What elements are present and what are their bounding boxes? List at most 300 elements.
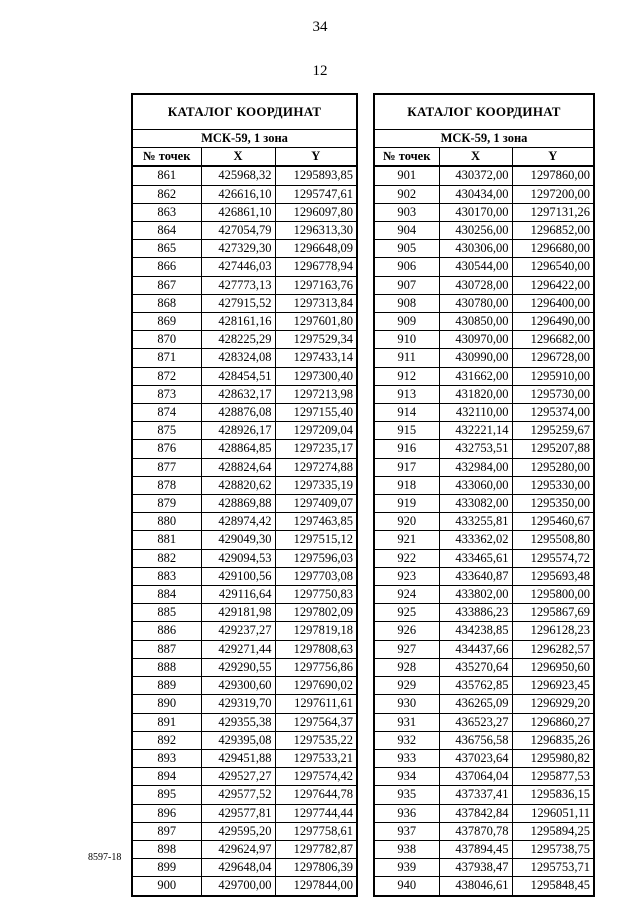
- table-row: [374, 567, 594, 585]
- point-number-cell: 912: [374, 367, 439, 385]
- point-number-cell: 865: [132, 240, 201, 258]
- x-coordinate-cell: 437938,47: [439, 859, 512, 877]
- point-number-cell: 862: [132, 185, 201, 203]
- coordinate-system-zone: МСК-59, 1 зона: [374, 130, 594, 148]
- x-coordinate-cell: 437870,78: [439, 822, 512, 840]
- x-coordinate-cell: 428926,17: [201, 422, 275, 440]
- y-coordinate-cell: 1297209,04: [275, 422, 357, 440]
- x-coordinate-cell: 429319,70: [201, 695, 275, 713]
- table-body: [374, 166, 594, 895]
- y-coordinate-cell: 1297515,12: [275, 531, 357, 549]
- point-number-cell: 873: [132, 385, 201, 403]
- y-coordinate-cell: 1297433,14: [275, 349, 357, 367]
- table-row: [374, 804, 594, 822]
- x-coordinate-cell: 430990,00: [439, 349, 512, 367]
- x-coordinate-cell: 427773,13: [201, 276, 275, 294]
- coordinate-catalog-table-right: [373, 93, 595, 897]
- table-row: [374, 695, 594, 713]
- y-coordinate-cell: 1295350,00: [512, 495, 594, 513]
- point-number-cell: 910: [374, 331, 439, 349]
- x-coordinate-cell: 432221,14: [439, 422, 512, 440]
- sheet-number: 12: [312, 63, 328, 79]
- x-coordinate-cell: 427915,52: [201, 294, 275, 312]
- y-coordinate-cell: 1295910,00: [512, 367, 594, 385]
- table-row: [132, 822, 357, 840]
- table-body: [132, 166, 357, 895]
- point-number-cell: 903: [374, 203, 439, 221]
- x-coordinate-cell: 433082,00: [439, 495, 512, 513]
- table-row: [374, 331, 594, 349]
- x-coordinate-cell: 429181,98: [201, 604, 275, 622]
- point-number-cell: 899: [132, 859, 201, 877]
- point-number-cell: 919: [374, 495, 439, 513]
- point-number-cell: 875: [132, 422, 201, 440]
- table-row: [132, 731, 357, 749]
- table-row: [374, 385, 594, 403]
- x-coordinate-cell: 437842,84: [439, 804, 512, 822]
- point-number-cell: 892: [132, 731, 201, 749]
- y-coordinate-cell: 1296313,30: [275, 222, 357, 240]
- y-coordinate-cell: 1296950,60: [512, 658, 594, 676]
- y-coordinate-cell: 1297802,09: [275, 604, 357, 622]
- x-coordinate-cell: 432110,00: [439, 404, 512, 422]
- table-row: [132, 422, 357, 440]
- point-number-cell: 920: [374, 513, 439, 531]
- y-coordinate-cell: 1295374,00: [512, 404, 594, 422]
- point-number-cell: 887: [132, 640, 201, 658]
- x-coordinate-cell: 429290,55: [201, 658, 275, 676]
- y-coordinate-cell: 1295867,69: [512, 604, 594, 622]
- point-number-cell: 939: [374, 859, 439, 877]
- x-coordinate-cell: 437023,64: [439, 749, 512, 767]
- y-coordinate-cell: 1295574,72: [512, 549, 594, 567]
- point-number-cell: 925: [374, 604, 439, 622]
- x-coordinate-cell: 430850,00: [439, 313, 512, 331]
- x-coordinate-cell: 428864,85: [201, 440, 275, 458]
- table-row: [374, 640, 594, 658]
- point-number-cell: 918: [374, 476, 439, 494]
- y-coordinate-cell: 1295848,45: [512, 877, 594, 896]
- y-coordinate-cell: 1295877,53: [512, 768, 594, 786]
- point-number-cell: 906: [374, 258, 439, 276]
- table-row: [374, 313, 594, 331]
- y-coordinate-cell: 1297533,21: [275, 749, 357, 767]
- point-number-cell: 901: [374, 166, 439, 185]
- table-row: [132, 185, 357, 203]
- catalog-title: КАТАЛОГ КООРДИНАТ: [374, 94, 594, 130]
- point-number-cell: 876: [132, 440, 201, 458]
- table-row: [132, 877, 357, 896]
- table-row: [132, 476, 357, 494]
- y-coordinate-cell: 1297131,26: [512, 203, 594, 221]
- y-coordinate-cell: 1296728,00: [512, 349, 594, 367]
- x-coordinate-cell: 427446,03: [201, 258, 275, 276]
- table-row: [132, 658, 357, 676]
- point-number-cell: 904: [374, 222, 439, 240]
- table-row: [132, 276, 357, 294]
- table-row: [374, 658, 594, 676]
- y-coordinate-cell: 1297274,88: [275, 458, 357, 476]
- point-number-cell: 916: [374, 440, 439, 458]
- y-coordinate-cell: 1297819,18: [275, 622, 357, 640]
- table-row: [374, 276, 594, 294]
- table-row: [374, 185, 594, 203]
- y-coordinate-cell: 1297335,19: [275, 476, 357, 494]
- point-number-cell: 915: [374, 422, 439, 440]
- column-header-y: Y: [275, 148, 357, 167]
- y-coordinate-cell: 1297860,00: [512, 166, 594, 185]
- table-row: [374, 349, 594, 367]
- table-row: [374, 549, 594, 567]
- document-code: 8597-18: [88, 852, 122, 863]
- point-number-cell: 921: [374, 531, 439, 549]
- x-coordinate-cell: 433362,02: [439, 531, 512, 549]
- y-coordinate-cell: 1296097,80: [275, 203, 357, 221]
- x-coordinate-cell: 429595,20: [201, 822, 275, 840]
- table-row: [374, 476, 594, 494]
- point-number-cell: 902: [374, 185, 439, 203]
- table-row: [132, 549, 357, 567]
- y-coordinate-cell: 1295800,00: [512, 586, 594, 604]
- point-number-cell: 886: [132, 622, 201, 640]
- point-number-cell: 938: [374, 840, 439, 858]
- x-coordinate-cell: 428324,08: [201, 349, 275, 367]
- table-row: [132, 294, 357, 312]
- point-number-cell: 884: [132, 586, 201, 604]
- table-row: [132, 349, 357, 367]
- point-number-cell: 896: [132, 804, 201, 822]
- table-row: [132, 786, 357, 804]
- y-coordinate-cell: 1297844,00: [275, 877, 357, 896]
- table-row: [132, 567, 357, 585]
- y-coordinate-cell: 1297535,22: [275, 731, 357, 749]
- y-coordinate-cell: 1295693,48: [512, 567, 594, 585]
- point-number-cell: 864: [132, 222, 201, 240]
- table-row: [132, 531, 357, 549]
- catalog-title: КАТАЛОГ КООРДИНАТ: [132, 94, 357, 130]
- y-coordinate-cell: 1296540,00: [512, 258, 594, 276]
- x-coordinate-cell: 426861,10: [201, 203, 275, 221]
- x-coordinate-cell: 430970,00: [439, 331, 512, 349]
- y-coordinate-cell: 1295894,25: [512, 822, 594, 840]
- table-row: [132, 804, 357, 822]
- x-coordinate-cell: 429451,88: [201, 749, 275, 767]
- y-coordinate-cell: 1296490,00: [512, 313, 594, 331]
- x-coordinate-cell: 427329,30: [201, 240, 275, 258]
- table-row: [132, 404, 357, 422]
- y-coordinate-cell: 1295280,00: [512, 458, 594, 476]
- y-coordinate-cell: 1297200,00: [512, 185, 594, 203]
- point-number-cell: 913: [374, 385, 439, 403]
- point-number-cell: 922: [374, 549, 439, 567]
- table-row: [374, 240, 594, 258]
- x-coordinate-cell: 433886,23: [439, 604, 512, 622]
- x-coordinate-cell: 436265,09: [439, 695, 512, 713]
- point-number-cell: 870: [132, 331, 201, 349]
- y-coordinate-cell: 1296128,23: [512, 622, 594, 640]
- x-coordinate-cell: 429049,30: [201, 531, 275, 549]
- table-row: [132, 313, 357, 331]
- x-coordinate-cell: 429100,56: [201, 567, 275, 585]
- x-coordinate-cell: 434238,85: [439, 622, 512, 640]
- y-coordinate-cell: 1297409,07: [275, 495, 357, 513]
- y-coordinate-cell: 1297750,83: [275, 586, 357, 604]
- x-coordinate-cell: 430372,00: [439, 166, 512, 185]
- point-number-cell: 905: [374, 240, 439, 258]
- x-coordinate-cell: 429271,44: [201, 640, 275, 658]
- point-number-cell: 881: [132, 531, 201, 549]
- table-row: [132, 604, 357, 622]
- y-coordinate-cell: 1297611,61: [275, 695, 357, 713]
- x-coordinate-cell: 428869,88: [201, 495, 275, 513]
- y-coordinate-cell: 1296929,20: [512, 695, 594, 713]
- x-coordinate-cell: 428632,17: [201, 385, 275, 403]
- y-coordinate-cell: 1297808,63: [275, 640, 357, 658]
- x-coordinate-cell: 429094,53: [201, 549, 275, 567]
- x-coordinate-cell: 436756,58: [439, 731, 512, 749]
- x-coordinate-cell: 428876,08: [201, 404, 275, 422]
- y-coordinate-cell: 1296835,26: [512, 731, 594, 749]
- point-number-cell: 926: [374, 622, 439, 640]
- y-coordinate-cell: 1295836,15: [512, 786, 594, 804]
- x-coordinate-cell: 429237,27: [201, 622, 275, 640]
- point-number-cell: 934: [374, 768, 439, 786]
- table-row: [374, 458, 594, 476]
- coordinate-system-zone: МСК-59, 1 зона: [132, 130, 357, 148]
- x-coordinate-cell: 430306,00: [439, 240, 512, 258]
- y-coordinate-cell: 1295747,61: [275, 185, 357, 203]
- x-coordinate-cell: 429300,60: [201, 677, 275, 695]
- y-coordinate-cell: 1297300,40: [275, 367, 357, 385]
- y-coordinate-cell: 1296051,11: [512, 804, 594, 822]
- table-row: [132, 240, 357, 258]
- point-number-cell: 861: [132, 166, 201, 185]
- table-row: [132, 859, 357, 877]
- column-header-point-number: № точек: [374, 148, 439, 167]
- y-coordinate-cell: 1297155,40: [275, 404, 357, 422]
- x-coordinate-cell: 428225,29: [201, 331, 275, 349]
- x-coordinate-cell: 433060,00: [439, 476, 512, 494]
- point-number-cell: 936: [374, 804, 439, 822]
- x-coordinate-cell: 430256,00: [439, 222, 512, 240]
- point-number-cell: 911: [374, 349, 439, 367]
- point-number-cell: 880: [132, 513, 201, 531]
- point-number-cell: 874: [132, 404, 201, 422]
- table-row: [374, 731, 594, 749]
- table-row: [374, 166, 594, 185]
- y-coordinate-cell: 1295330,00: [512, 476, 594, 494]
- x-coordinate-cell: 429648,04: [201, 859, 275, 877]
- y-coordinate-cell: 1295893,85: [275, 166, 357, 185]
- point-number-cell: 933: [374, 749, 439, 767]
- table-row: [374, 768, 594, 786]
- table-row: [374, 404, 594, 422]
- point-number-cell: 889: [132, 677, 201, 695]
- table-row: [132, 458, 357, 476]
- table-row: [132, 713, 357, 731]
- y-coordinate-cell: 1297463,85: [275, 513, 357, 531]
- table-row: [374, 586, 594, 604]
- x-coordinate-cell: 430780,00: [439, 294, 512, 312]
- x-coordinate-cell: 429624,97: [201, 840, 275, 858]
- x-coordinate-cell: 437337,41: [439, 786, 512, 804]
- point-number-cell: 869: [132, 313, 201, 331]
- table-row: [374, 604, 594, 622]
- y-coordinate-cell: 1296282,57: [512, 640, 594, 658]
- x-coordinate-cell: 425968,32: [201, 166, 275, 185]
- table-row: [132, 331, 357, 349]
- y-coordinate-cell: 1296680,00: [512, 240, 594, 258]
- y-coordinate-cell: 1297601,80: [275, 313, 357, 331]
- y-coordinate-cell: 1297806,39: [275, 859, 357, 877]
- y-coordinate-cell: 1296422,00: [512, 276, 594, 294]
- column-header-x: X: [201, 148, 275, 167]
- y-coordinate-cell: 1295460,67: [512, 513, 594, 531]
- table-row: [132, 440, 357, 458]
- column-header-y: Y: [512, 148, 594, 167]
- y-coordinate-cell: 1295259,67: [512, 422, 594, 440]
- x-coordinate-cell: 429527,27: [201, 768, 275, 786]
- point-number-cell: 917: [374, 458, 439, 476]
- point-number-cell: 924: [374, 586, 439, 604]
- x-coordinate-cell: 432984,00: [439, 458, 512, 476]
- point-number-cell: 868: [132, 294, 201, 312]
- table-row: [374, 859, 594, 877]
- y-coordinate-cell: 1296682,00: [512, 331, 594, 349]
- point-number-cell: 932: [374, 731, 439, 749]
- point-number-cell: 882: [132, 549, 201, 567]
- x-coordinate-cell: 437894,45: [439, 840, 512, 858]
- x-coordinate-cell: 438046,61: [439, 877, 512, 896]
- point-number-cell: 891: [132, 713, 201, 731]
- point-number-cell: 863: [132, 203, 201, 221]
- table-row: [374, 531, 594, 549]
- x-coordinate-cell: 435762,85: [439, 677, 512, 695]
- point-number-cell: 890: [132, 695, 201, 713]
- y-coordinate-cell: 1295508,80: [512, 531, 594, 549]
- point-number-cell: 883: [132, 567, 201, 585]
- y-coordinate-cell: 1297756,86: [275, 658, 357, 676]
- point-number-cell: 866: [132, 258, 201, 276]
- point-number-cell: 909: [374, 313, 439, 331]
- point-number-cell: 877: [132, 458, 201, 476]
- table-row: [132, 749, 357, 767]
- y-coordinate-cell: 1296860,27: [512, 713, 594, 731]
- y-coordinate-cell: 1295738,75: [512, 840, 594, 858]
- y-coordinate-cell: 1296852,00: [512, 222, 594, 240]
- point-number-cell: 893: [132, 749, 201, 767]
- table-row: [374, 840, 594, 858]
- y-coordinate-cell: 1295207,88: [512, 440, 594, 458]
- table-row: [374, 422, 594, 440]
- y-coordinate-cell: 1297529,34: [275, 331, 357, 349]
- x-coordinate-cell: 431820,00: [439, 385, 512, 403]
- y-coordinate-cell: 1296400,00: [512, 294, 594, 312]
- table-row: [132, 513, 357, 531]
- x-coordinate-cell: 429577,81: [201, 804, 275, 822]
- y-coordinate-cell: 1295980,82: [512, 749, 594, 767]
- x-coordinate-cell: 433465,61: [439, 549, 512, 567]
- x-coordinate-cell: 429395,08: [201, 731, 275, 749]
- table-row: [374, 513, 594, 531]
- y-coordinate-cell: 1297703,08: [275, 567, 357, 585]
- x-coordinate-cell: 429700,00: [201, 877, 275, 896]
- table-row: [374, 822, 594, 840]
- y-coordinate-cell: 1296648,09: [275, 240, 357, 258]
- table-row: [374, 713, 594, 731]
- table-row: [132, 166, 357, 185]
- y-coordinate-cell: 1297596,03: [275, 549, 357, 567]
- table-row: [374, 877, 594, 896]
- y-coordinate-cell: 1296923,45: [512, 677, 594, 695]
- column-header-x: X: [439, 148, 512, 167]
- table-row: [132, 258, 357, 276]
- point-number-cell: 888: [132, 658, 201, 676]
- table-row: [374, 222, 594, 240]
- table-row: [374, 367, 594, 385]
- y-coordinate-cell: 1297564,37: [275, 713, 357, 731]
- y-coordinate-cell: 1297213,98: [275, 385, 357, 403]
- table-row: [132, 222, 357, 240]
- table-row: [374, 294, 594, 312]
- point-number-cell: 914: [374, 404, 439, 422]
- point-number-cell: 900: [132, 877, 201, 896]
- table-row: [374, 677, 594, 695]
- y-coordinate-cell: 1297758,61: [275, 822, 357, 840]
- column-header-point-number: № точек: [132, 148, 201, 167]
- x-coordinate-cell: 428161,16: [201, 313, 275, 331]
- x-coordinate-cell: 428820,62: [201, 476, 275, 494]
- x-coordinate-cell: 436523,27: [439, 713, 512, 731]
- table-row: [132, 203, 357, 221]
- point-number-cell: 927: [374, 640, 439, 658]
- table-row: [132, 840, 357, 858]
- y-coordinate-cell: 1296778,94: [275, 258, 357, 276]
- table-row: [132, 677, 357, 695]
- x-coordinate-cell: 428974,42: [201, 513, 275, 531]
- point-number-cell: 940: [374, 877, 439, 896]
- point-number-cell: 878: [132, 476, 201, 494]
- page-number: 34: [312, 19, 328, 35]
- y-coordinate-cell: 1297313,84: [275, 294, 357, 312]
- point-number-cell: 928: [374, 658, 439, 676]
- table-row: [374, 203, 594, 221]
- point-number-cell: 871: [132, 349, 201, 367]
- point-number-cell: 872: [132, 367, 201, 385]
- table-row: [132, 586, 357, 604]
- x-coordinate-cell: 430170,00: [439, 203, 512, 221]
- point-number-cell: 908: [374, 294, 439, 312]
- x-coordinate-cell: 437064,04: [439, 768, 512, 786]
- table-row: [374, 258, 594, 276]
- x-coordinate-cell: 432753,51: [439, 440, 512, 458]
- table-row: [132, 495, 357, 513]
- x-coordinate-cell: 430434,00: [439, 185, 512, 203]
- point-number-cell: 930: [374, 695, 439, 713]
- x-coordinate-cell: 429116,64: [201, 586, 275, 604]
- table-row: [132, 367, 357, 385]
- table-row: [132, 695, 357, 713]
- table-row: [374, 622, 594, 640]
- x-coordinate-cell: 433802,00: [439, 586, 512, 604]
- y-coordinate-cell: 1295730,00: [512, 385, 594, 403]
- table-row: [374, 749, 594, 767]
- point-number-cell: 885: [132, 604, 201, 622]
- table-row: [132, 622, 357, 640]
- y-coordinate-cell: 1297782,87: [275, 840, 357, 858]
- point-number-cell: 931: [374, 713, 439, 731]
- point-number-cell: 879: [132, 495, 201, 513]
